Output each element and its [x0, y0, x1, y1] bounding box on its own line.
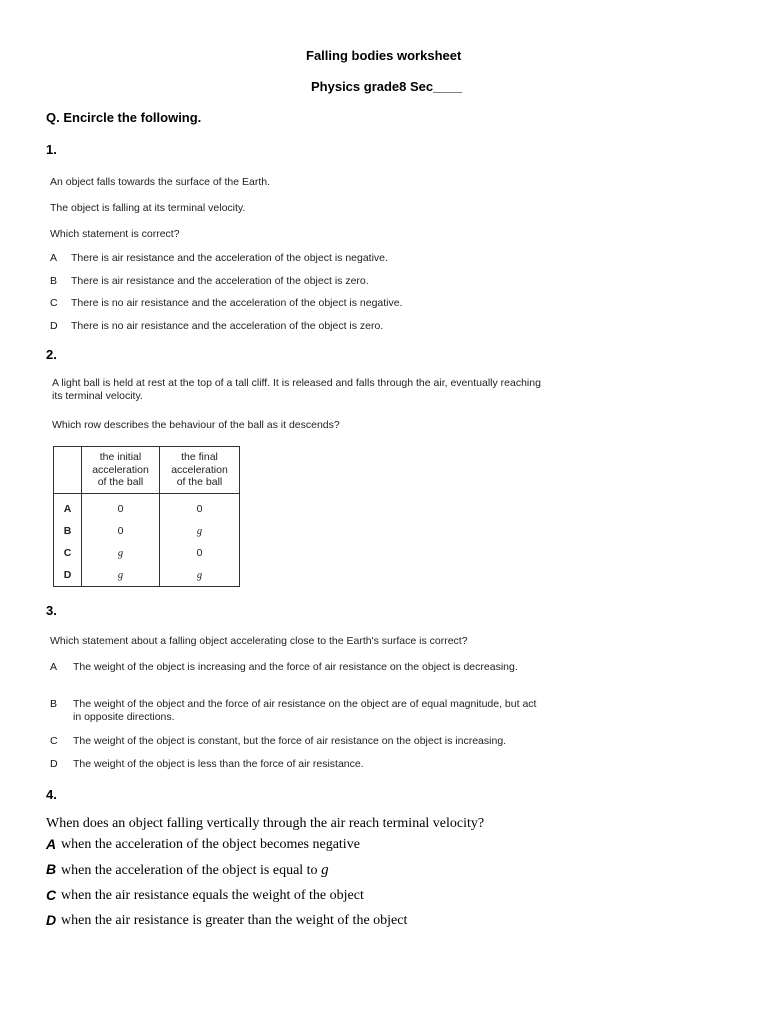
- q3-option-d-text: The weight of the object is less than the force of air resistance.: [73, 758, 364, 770]
- q4-option-d-text: when the air resistance is greater than the weight of the object: [61, 913, 408, 928]
- q1-number: 1.: [46, 142, 57, 157]
- q1-option-a-letter: A: [50, 252, 58, 264]
- q2-number: 2.: [46, 347, 57, 362]
- q4-option-b-text: when the acceleration of the object is equal to: [61, 863, 318, 878]
- table-corner-cell: [54, 447, 82, 494]
- q1-option-d-text: There is no air resistance and the acceleration of the object is zero.: [71, 320, 384, 332]
- q4-number: 4.: [46, 787, 57, 802]
- q3-option-b-text: The weight of the object and the force of air resistance on the object are of equal magnitude, but act in opposite directions.: [73, 698, 537, 723]
- q1-line-3: Which statement is correct?: [50, 228, 180, 240]
- q1-option-a-text: There is air resistance and the acceleration of the object is negative.: [71, 252, 388, 264]
- row-label: D: [54, 564, 82, 587]
- q4-option-a-letter: A: [46, 836, 57, 852]
- q1-line-2: The object is falling at its terminal velocity.: [50, 202, 246, 214]
- q4-option-c-text: when the air resistance equals the weight of the object: [61, 888, 364, 903]
- table-row: [54, 520, 240, 542]
- row-label: C: [54, 542, 82, 564]
- instruction: Q. Encircle the following.: [46, 110, 202, 125]
- final-acceleration-cell: g: [160, 520, 240, 542]
- q1-option-b-letter: B: [50, 275, 58, 287]
- q3-number: 3.: [46, 603, 57, 618]
- q3-option-d-letter: D: [50, 758, 58, 770]
- worksheet-title: Falling bodies worksheet: [306, 48, 462, 63]
- table-row: [54, 542, 240, 564]
- q4-option-b-line: [61, 862, 329, 879]
- table-row: [54, 494, 240, 521]
- table-row: [54, 564, 240, 587]
- initial-acceleration-cell: 0: [82, 494, 160, 521]
- q4-option-d-letter: D: [46, 912, 57, 928]
- row-label: A: [54, 494, 82, 521]
- row-label: B: [54, 520, 82, 542]
- q4-option-c-letter: C: [46, 887, 57, 903]
- worksheet-subtitle: Physics grade8 Sec____: [311, 79, 463, 94]
- q1-option-b-text: There is air resistance and the acceleration of the object is zero.: [71, 275, 369, 287]
- table-header-initial: the initial acceleration of the ball: [82, 447, 160, 494]
- q2-stem: A light ball is held at rest at the top of a tall cliff. It is released and falls through the air, eventually reaching its terminal velocity.: [52, 377, 541, 402]
- q3-option-c-letter: C: [50, 735, 58, 747]
- q1-line-1: An object falls towards the surface of the Earth.: [50, 176, 271, 188]
- initial-acceleration-cell: g: [82, 564, 160, 587]
- q1-option-d-letter: D: [50, 320, 58, 332]
- g-symbol: g: [321, 862, 329, 878]
- q1-option-c-letter: C: [50, 297, 58, 309]
- q3-option-a-letter: A: [50, 661, 58, 673]
- table-header-final: the final acceleration of the ball: [160, 447, 240, 494]
- q3-option-b-letter: B: [50, 698, 58, 710]
- q3-option-c-text: The weight of the object is constant, but the force of air resistance on the object is increasing.: [73, 735, 507, 747]
- final-acceleration-cell: 0: [160, 494, 240, 521]
- final-acceleration-cell: 0: [160, 542, 240, 564]
- q2-answer-table: [53, 446, 240, 587]
- initial-acceleration-cell: g: [82, 542, 160, 564]
- q3-option-a-text: The weight of the object is increasing and the force of air resistance on the object is decreasing.: [73, 661, 518, 673]
- q4-option-b-letter: B: [46, 861, 57, 877]
- final-acceleration-cell: g: [160, 564, 240, 587]
- q1-option-c-text: There is no air resistance and the acceleration of the object is negative.: [71, 297, 403, 309]
- q2-question: Which row describes the behaviour of the ball as it descends?: [52, 419, 340, 431]
- initial-acceleration-cell: 0: [82, 520, 160, 542]
- q4-question: When does an object falling vertically through the air reach terminal velocity?: [46, 816, 485, 831]
- q3-question: Which statement about a falling object accelerating close to the Earth's surface is correct?: [50, 635, 468, 647]
- q4-option-a-text: when the acceleration of the object becomes negative: [61, 837, 360, 852]
